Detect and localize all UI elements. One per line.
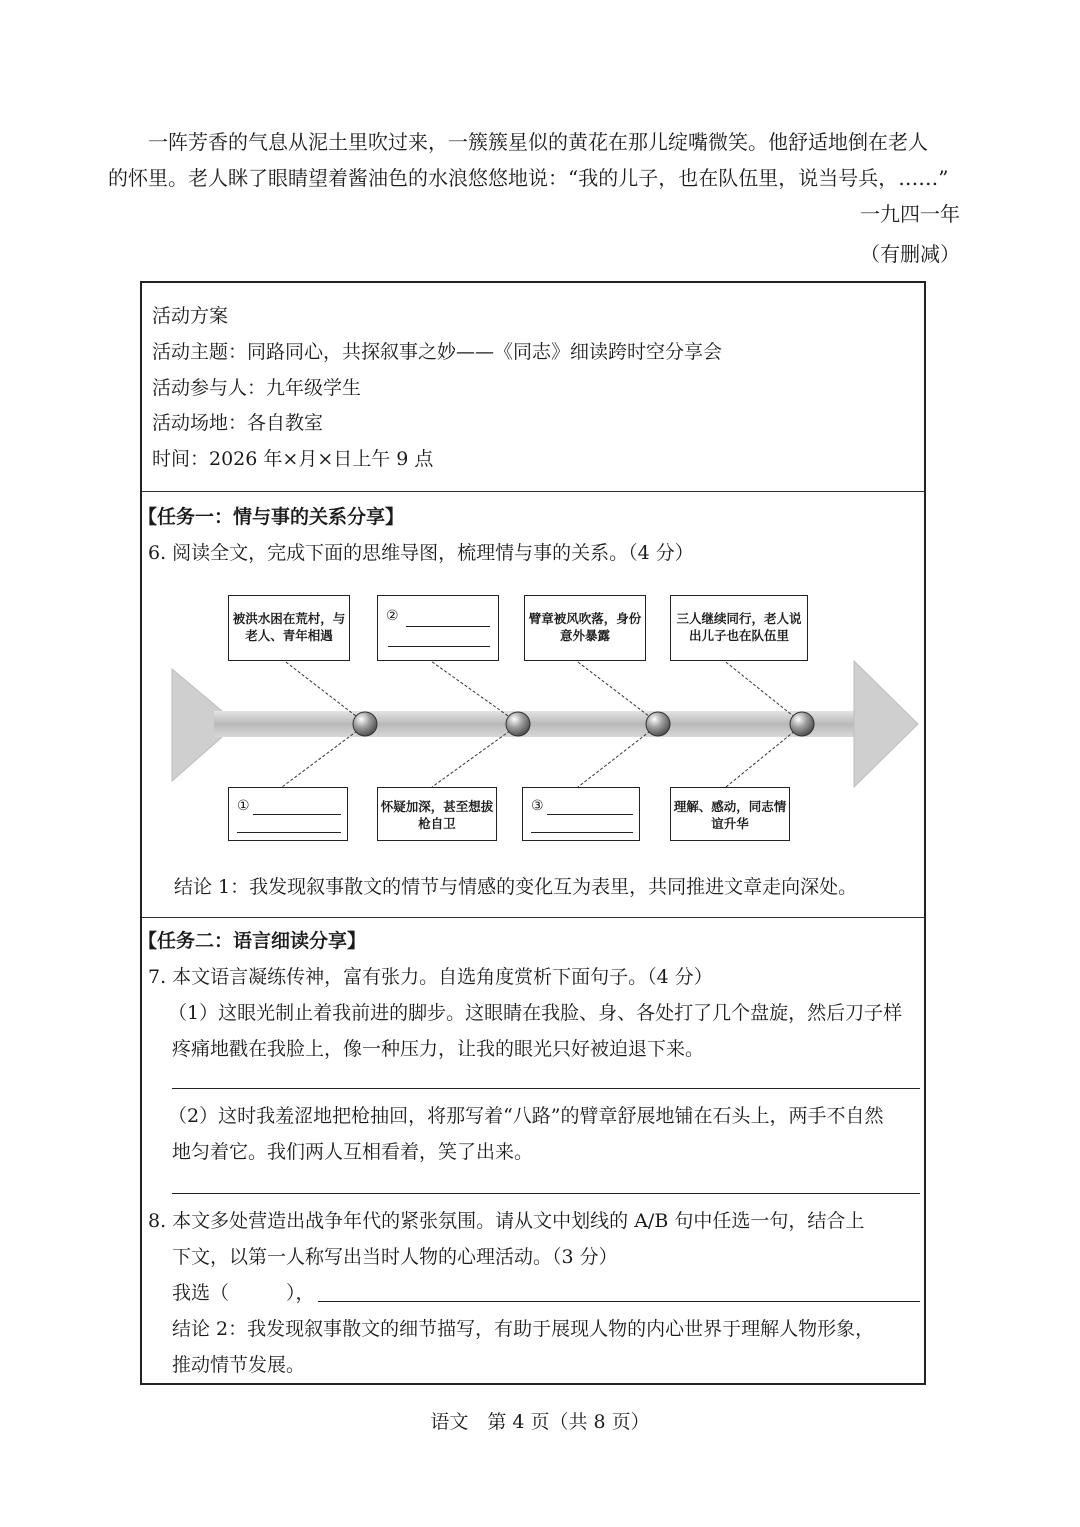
mindmap-bottom-3-blank xyxy=(522,787,640,841)
answer-line xyxy=(406,626,490,627)
plan-participants: 活动参与人：九年级学生 xyxy=(152,377,362,399)
answer-line xyxy=(531,832,633,833)
mindmap-top-1: 被洪水困在荒村，与老人、青年相遇 xyxy=(228,595,350,661)
conclusion-2-line-2: 推动情节发展。 xyxy=(172,1354,306,1376)
plan-time: 时间：2026 年×月×日上午 9 点 xyxy=(152,448,434,470)
passage-note: （有删减） xyxy=(860,242,960,266)
mindmap-bottom-2: 怀疑加深，甚至想拔枪自卫 xyxy=(377,787,497,841)
page-footer: 语文 第 4 页（共 8 页） xyxy=(430,1411,650,1433)
fishbone-arrow xyxy=(170,649,920,789)
question-7: 7. 本文语言凝练传神，富有张力。自选角度赏析下面句子。（4 分） xyxy=(148,966,713,988)
sentence-2-line-1: （2）这时我羞涩地把枪抽回，将那写着“八路”的臂章舒展地铺在石头上，两手不自然 xyxy=(168,1105,884,1127)
conclusion-1: 结论 1：我发现叙事散文的情节与情感的变化互为表里，共同推进文章走向深处。 xyxy=(174,876,858,898)
answer-line xyxy=(388,646,490,647)
choose-label: 我选（ ）， xyxy=(172,1282,315,1304)
sentence-2-line-2: 地匀着它。我们两人互相看着，笑了出来。 xyxy=(172,1141,534,1163)
answer-line-8 xyxy=(318,1301,920,1302)
divider-1 xyxy=(142,491,924,492)
question-6: 6. 阅读全文，完成下面的思维导图，梳理情与事的关系。（4 分） xyxy=(148,542,694,564)
blank-number-3: ③ xyxy=(531,798,544,814)
sentence-1-line-1: （1）这眼光制止着我前进的脚步。这眼睛在我脸、身、各处打了几个盘旋，然后刀子样 xyxy=(168,1002,903,1024)
passage-line-2: 的怀里。老人眯了眼睛望着酱油色的水浪悠悠地说：“我的儿子，也在队伍里，说当号兵，……” xyxy=(108,166,949,190)
activity-plan-box xyxy=(140,281,926,1385)
mindmap-bottom-4: 理解、感动，同志情谊升华 xyxy=(670,787,790,841)
task1-heading: 【任务一：情与事的关系分享】 xyxy=(138,506,405,528)
answer-line xyxy=(547,814,633,815)
plan-venue: 活动场地：各自教室 xyxy=(152,412,324,434)
passage-line-1: 一阵芳香的气息从泥土里吹过来，一簇簇星似的黄花在那儿绽嘴微笑。他舒适地倒在老人 xyxy=(148,130,928,154)
mindmap-top-4: 三人继续同行，老人说出儿子也在队伍里 xyxy=(670,595,808,661)
conclusion-2-line-1: 结论 2：我发现叙事散文的细节描写，有助于展现人物的内心世界于理解人物形象， xyxy=(172,1318,875,1340)
passage-date: 一九四一年 xyxy=(860,202,960,226)
mindmap-top-2-blank xyxy=(377,595,499,661)
plan-title: 活动方案 xyxy=(152,305,229,327)
answer-line xyxy=(237,832,341,833)
answer-line xyxy=(253,814,341,815)
answer-line-7-2 xyxy=(172,1193,920,1194)
divider-2 xyxy=(142,917,924,918)
plan-theme: 活动主题：同路同心，共探叙事之妙——《同志》细读跨时空分享会 xyxy=(152,341,723,363)
mindmap-top-3: 臂章被风吹落，身份意外暴露 xyxy=(524,595,646,661)
question-8-line-2: 下文，以第一人称写出当时人物的心理活动。（3 分） xyxy=(172,1246,618,1268)
task2-heading: 【任务二：语言细读分享】 xyxy=(138,930,367,952)
answer-line-7-1 xyxy=(172,1088,920,1089)
blank-number-1: ① xyxy=(237,798,250,814)
sentence-1-line-2: 疼痛地戳在我脸上，像一种压力，让我的眼光只好被迫退下来。 xyxy=(172,1038,705,1060)
blank-number-2: ② xyxy=(386,608,399,624)
question-8-line-1: 8. 本文多处营造出战争年代的紧张氛围。请从文中划线的 A/B 句中任选一句，结合上 xyxy=(148,1210,865,1232)
mindmap-bottom-1-blank xyxy=(228,787,348,841)
